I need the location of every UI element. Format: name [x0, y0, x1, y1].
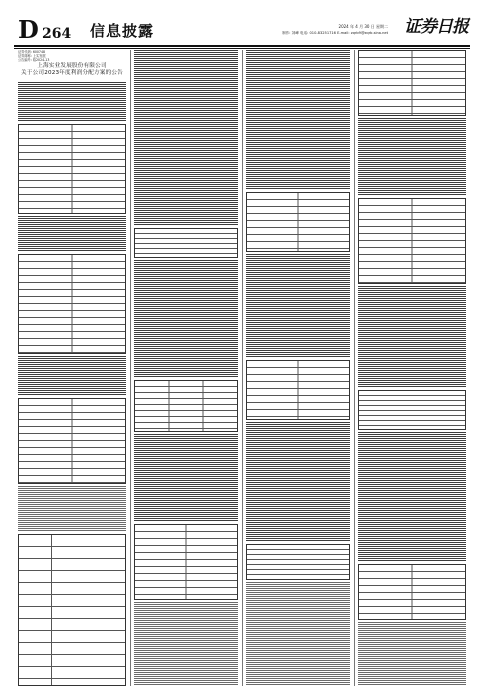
page-letter: D	[18, 15, 38, 44]
table	[18, 124, 126, 214]
table	[134, 228, 238, 258]
text-block	[18, 356, 126, 396]
table	[246, 544, 350, 580]
text-block	[358, 118, 466, 196]
text-block	[358, 622, 466, 686]
text-block	[18, 486, 126, 532]
column-divider	[354, 50, 355, 686]
column-3	[246, 50, 350, 686]
table	[18, 534, 126, 686]
table	[18, 398, 126, 484]
text-block	[358, 432, 466, 562]
editor-contact: 制作: 刘峰 电话: 010-83251716 E-mail: zqrb9@zqrb.sina.net	[282, 31, 388, 35]
text-block	[134, 602, 238, 686]
paper-logo: 证券日报	[404, 17, 468, 37]
table	[134, 524, 238, 600]
table	[18, 254, 126, 354]
announcement-title	[18, 63, 126, 81]
text-block	[246, 50, 350, 190]
table	[358, 390, 466, 430]
column-divider	[242, 50, 243, 686]
text-block	[134, 260, 238, 378]
masthead-rule-thin	[14, 48, 470, 49]
issue-date: 2024 年 4 月 30 日 星期二	[338, 24, 388, 29]
notice-number: 公告编号: 临2024-13	[18, 58, 50, 62]
text-block	[18, 216, 126, 252]
announcement-meta	[18, 50, 126, 64]
masthead	[14, 15, 470, 44]
announcement-title-line-1: 上海实业发展股份有限公司	[37, 63, 107, 69]
table	[358, 50, 466, 116]
announcement-title-line-2: 关于公司2023年度利润分配方案的公告	[21, 70, 123, 76]
text-block	[246, 422, 350, 542]
table	[358, 198, 466, 284]
section-title: 信息披露	[90, 22, 155, 40]
security-abbreviation: 证券简称: 上实发展	[18, 54, 46, 58]
text-block	[18, 82, 126, 122]
column-2	[134, 50, 238, 686]
table	[134, 380, 238, 432]
table	[246, 192, 350, 252]
page-number: 264	[42, 26, 72, 42]
table	[246, 360, 350, 420]
masthead-rule	[14, 45, 470, 47]
text-block	[134, 50, 238, 226]
text-block	[358, 286, 466, 388]
text-block	[246, 254, 350, 358]
text-block	[246, 582, 350, 686]
column-divider	[130, 50, 131, 686]
text-block	[134, 434, 238, 522]
column-4	[358, 50, 466, 686]
security-code: 证券代码: 600748	[18, 50, 46, 54]
column-1	[18, 50, 126, 686]
table	[358, 564, 466, 620]
